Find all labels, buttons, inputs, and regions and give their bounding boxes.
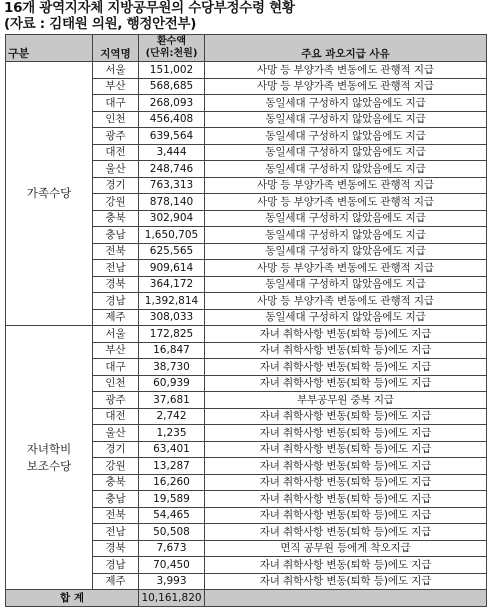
group-label-1	[6, 326, 93, 590]
region-cell: 인천	[93, 111, 139, 128]
reason-cell: 동일세대 구성하지 않았음에도 지급	[205, 128, 487, 145]
region-cell: 전북	[93, 507, 139, 524]
table-row	[6, 326, 487, 343]
region-cell: 경기	[93, 177, 139, 194]
amount-cell: 2,742	[139, 408, 205, 425]
header-group: 구분	[6, 35, 93, 62]
reason-cell: 사망 등 부양가족 변동에도 관행적 지급	[205, 260, 487, 277]
allowance-table	[5, 34, 487, 607]
amount-cell: 37,681	[139, 392, 205, 409]
reason-cell: 동일세대 구성하지 않았음에도 지급	[205, 309, 487, 326]
header-amount-line1: 환수액	[157, 36, 186, 47]
region-cell: 충남	[93, 227, 139, 244]
region-cell: 충북	[93, 210, 139, 227]
table-row	[6, 62, 487, 79]
group-label-line1: 자녀학비	[26, 441, 72, 456]
amount-cell: 16,847	[139, 342, 205, 359]
region-cell: 광주	[93, 392, 139, 409]
region-cell: 충남	[93, 491, 139, 508]
reason-cell: 면직 공무원 등에게 착오지급	[205, 540, 487, 557]
region-cell: 경남	[93, 557, 139, 574]
amount-cell: 3,444	[139, 144, 205, 161]
reason-cell: 자녀 취학사항 변동(퇴학 등)에도 지급	[205, 458, 487, 475]
amount-cell: 302,904	[139, 210, 205, 227]
amount-cell: 909,614	[139, 260, 205, 277]
amount-cell: 50,508	[139, 524, 205, 541]
amount-cell: 248,746	[139, 161, 205, 178]
amount-cell: 172,825	[139, 326, 205, 343]
region-cell: 경남	[93, 293, 139, 310]
amount-cell: 19,589	[139, 491, 205, 508]
amount-cell: 625,565	[139, 243, 205, 260]
region-cell: 제주	[93, 573, 139, 590]
amount-cell: 70,450	[139, 557, 205, 574]
region-cell: 서울	[93, 326, 139, 343]
region-cell: 경기	[93, 441, 139, 458]
reason-cell: 자녀 취학사항 변동(퇴학 등)에도 지급	[205, 441, 487, 458]
header-amount-line2: (단위:천원)	[145, 48, 198, 59]
reason-cell: 동일세대 구성하지 않았음에도 지급	[205, 227, 487, 244]
header-region: 지역명	[93, 35, 139, 62]
amount-cell: 13,287	[139, 458, 205, 475]
amount-cell: 38,730	[139, 359, 205, 376]
region-cell: 울산	[93, 161, 139, 178]
reason-cell: 자녀 취학사항 변동(퇴학 등)에도 지급	[205, 491, 487, 508]
amount-cell: 1,392,814	[139, 293, 205, 310]
reason-cell: 자녀 취학사항 변동(퇴학 등)에도 지급	[205, 524, 487, 541]
reason-cell: 사망 등 부양가족 변동에도 관행적 지급	[205, 194, 487, 211]
region-cell: 전북	[93, 243, 139, 260]
reason-cell: 동일세대 구성하지 않았음에도 지급	[205, 161, 487, 178]
amount-cell: 456,408	[139, 111, 205, 128]
region-cell: 대전	[93, 408, 139, 425]
reason-cell: 자녀 취학사항 변동(퇴학 등)에도 지급	[205, 342, 487, 359]
region-cell: 강원	[93, 458, 139, 475]
amount-cell: 54,465	[139, 507, 205, 524]
header-amount	[139, 35, 205, 62]
reason-cell: 자녀 취학사항 변동(퇴학 등)에도 지급	[205, 557, 487, 574]
region-cell: 서울	[93, 62, 139, 79]
region-cell: 전남	[93, 260, 139, 277]
amount-cell: 151,002	[139, 62, 205, 79]
reason-cell: 사망 등 부양가족 변동에도 관행적 지급	[205, 177, 487, 194]
reason-cell: 동일세대 구성하지 않았음에도 지급	[205, 276, 487, 293]
region-cell: 광주	[93, 128, 139, 145]
region-cell: 부산	[93, 342, 139, 359]
amount-cell: 268,093	[139, 95, 205, 112]
amount-cell: 763,313	[139, 177, 205, 194]
table-header-row	[6, 35, 487, 62]
reason-cell: 자녀 취학사항 변동(퇴학 등)에도 지급	[205, 474, 487, 491]
amount-cell: 1,235	[139, 425, 205, 442]
reason-cell: 자녀 취학사항 변동(퇴학 등)에도 지급	[205, 425, 487, 442]
amount-cell: 16,260	[139, 474, 205, 491]
amount-cell: 3,993	[139, 573, 205, 590]
reason-cell: 동일세대 구성하지 않았음에도 지급	[205, 144, 487, 161]
reason-cell: 동일세대 구성하지 않았음에도 지급	[205, 210, 487, 227]
region-cell: 경북	[93, 276, 139, 293]
reason-cell: 자녀 취학사항 변동(퇴학 등)에도 지급	[205, 408, 487, 425]
reason-cell: 사망 등 부양가족 변동에도 관행적 지급	[205, 62, 487, 79]
reason-cell: 사망 등 부양가족 변동에도 관행적 지급	[205, 78, 487, 95]
page-title: 16개 광역지자체 지방공무원의 수당부정수령 현황	[4, 0, 295, 16]
region-cell: 대구	[93, 359, 139, 376]
region-cell: 충북	[93, 474, 139, 491]
total-row	[6, 590, 487, 607]
region-cell: 대전	[93, 144, 139, 161]
total-amount: 10,161,820	[139, 590, 205, 607]
amount-cell: 60,939	[139, 375, 205, 392]
header-reason: 주요 과오지급 사유	[205, 35, 487, 62]
total-label: 합 계	[6, 590, 139, 607]
group-label-line2: 보조수당	[26, 458, 72, 473]
amount-cell: 364,172	[139, 276, 205, 293]
reason-cell: 자녀 취학사항 변동(퇴학 등)에도 지급	[205, 326, 487, 343]
region-cell: 전남	[93, 524, 139, 541]
amount-cell: 7,673	[139, 540, 205, 557]
region-cell: 대구	[93, 95, 139, 112]
region-cell: 울산	[93, 425, 139, 442]
reason-cell: 부부공무원 중복 지급	[205, 392, 487, 409]
reason-cell: 사망 등 부양가족 변동에도 관행적 지급	[205, 293, 487, 310]
region-cell: 부산	[93, 78, 139, 95]
region-cell: 인천	[93, 375, 139, 392]
reason-cell: 동일세대 구성하지 않았음에도 지급	[205, 243, 487, 260]
page-subtitle: (자료 : 김태원 의원, 행정안전부)	[4, 16, 197, 32]
amount-cell: 878,140	[139, 194, 205, 211]
amount-cell: 639,564	[139, 128, 205, 145]
reason-cell: 자녀 취학사항 변동(퇴학 등)에도 지급	[205, 375, 487, 392]
amount-cell: 63,401	[139, 441, 205, 458]
group-label-0: 가족수당	[6, 62, 93, 326]
reason-cell: 동일세대 구성하지 않았음에도 지급	[205, 111, 487, 128]
reason-cell: 자녀 취학사항 변동(퇴학 등)에도 지급	[205, 359, 487, 376]
reason-cell: 자녀 취학사항 변동(퇴학 등)에도 지급	[205, 573, 487, 590]
region-cell: 경북	[93, 540, 139, 557]
total-reason-empty	[205, 590, 487, 607]
reason-cell: 자녀 취학사항 변동(퇴학 등)에도 지급	[205, 507, 487, 524]
region-cell: 제주	[93, 309, 139, 326]
region-cell: 강원	[93, 194, 139, 211]
reason-cell: 동일세대 구성하지 않았음에도 지급	[205, 95, 487, 112]
amount-cell: 1,650,705	[139, 227, 205, 244]
amount-cell: 308,033	[139, 309, 205, 326]
amount-cell: 568,685	[139, 78, 205, 95]
